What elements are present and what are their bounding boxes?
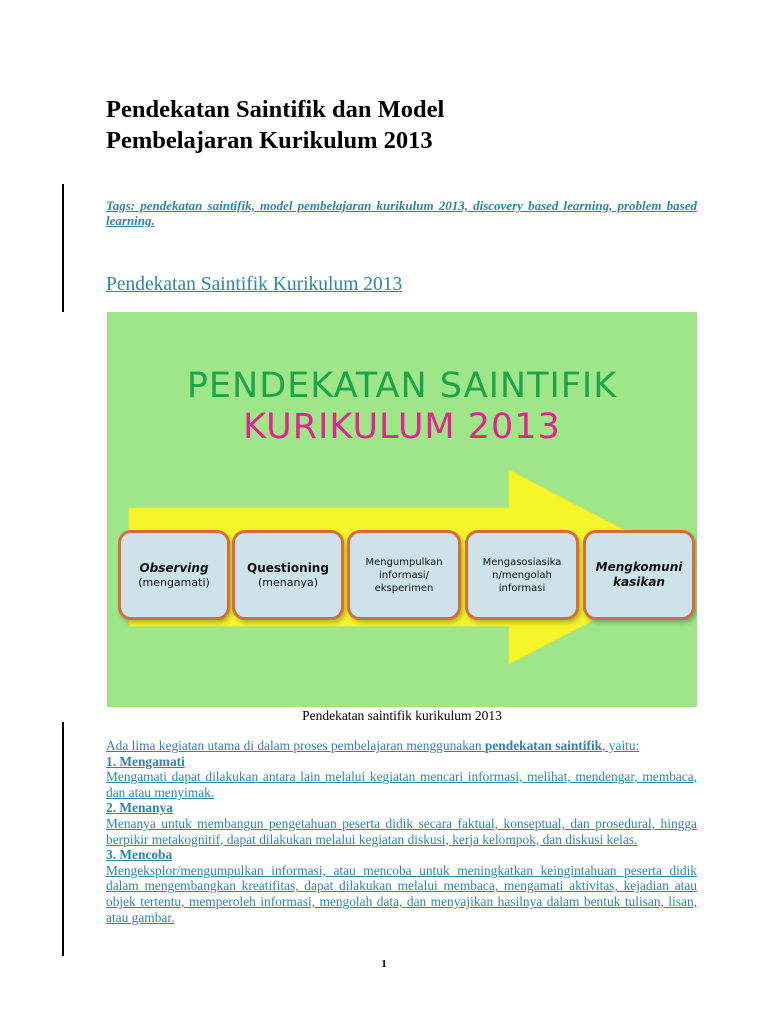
step-label: n/mengolah	[492, 569, 552, 581]
figure-caption: Pendekatan saintifik kurikulum 2013	[302, 708, 502, 723]
step-box-observing	[118, 530, 230, 620]
title-line-2: Pembelajaran Kurikulum 2013	[106, 127, 433, 154]
margin-change-bar-bottom	[62, 722, 64, 956]
tags-link[interactable]: Tags: pendekatan saintifik, model pembelajaran kurikulum 2013, discovery based learning, problem based learning.	[106, 198, 697, 228]
step-box-mengumpulkan-informasi	[347, 530, 461, 620]
item-heading-mencoba[interactable]: 3. Mencoba	[106, 847, 173, 863]
step-label: Mengkomuni	[595, 560, 683, 574]
item-text-mengamati[interactable]: Mengamati dapat dilakukan antara lain melalui kegiatan mencari informasi, melihat, mendengar, membaca, dan atau menyimak.	[106, 769, 697, 800]
step-box-mengkomunikasikan	[583, 530, 695, 620]
step-sublabel: (menanya)	[257, 575, 318, 589]
step-label: Mengasosiasika	[482, 556, 562, 568]
body-text	[106, 738, 697, 925]
section-heading-link[interactable]: Pendekatan Saintifik Kurikulum 2013	[106, 274, 403, 295]
step-box-questioning	[232, 530, 344, 620]
margin-change-bar-top	[62, 184, 64, 312]
step-sublabel: (mengamati)	[138, 575, 210, 589]
intro-text: Ada lima kegiatan utama di dalam proses pembelajaran menggunakan	[106, 738, 485, 753]
step-label: informasi	[498, 582, 546, 594]
step-label: Mengumpulkan	[365, 556, 443, 568]
document-title	[106, 94, 706, 156]
pendekatan-saintifik-figure	[107, 312, 697, 707]
step-label: Questioning	[247, 560, 329, 575]
item-text-menanya[interactable]: Menanya untuk membangun pengetahuan peserta didik secara faktual, konseptual, dan prosedural, hingga berpikir metakognitif, dapat dilakukan melalui kegiatan diskusi, kerja kelompok, dan diskusi kelas.	[106, 815, 697, 847]
intro-text-end: , yaitu:	[602, 738, 640, 753]
step-label: informasi/	[379, 569, 429, 581]
page-number: 1	[381, 958, 387, 970]
figure-title-line-1: PENDEKATAN SAINTIFIK	[186, 366, 618, 406]
step-label: eksperimen	[374, 582, 434, 594]
intro-paragraph[interactable]	[106, 738, 697, 754]
item-text-mencoba[interactable]: Mengeksplor/mengumpulkan informasi, atau mencoba untuk meningkatkan keingintahuan peserta didik dalam mengembangkan kreatifitas, dapat dilakukan melalui membaca, mengamati aktivitas, kejadian atau objek tertentu, memperoleh informasi, mengolah data, dan menyajikan hasilnya dalam bentuk tulisan, lisan, atau gambar.	[106, 862, 697, 925]
step-box-mengasosiasikan	[465, 530, 579, 620]
step-label: kasikan	[613, 575, 665, 589]
figure-title-line-2: KURIKULUM 2013	[243, 407, 561, 447]
item-heading-menanya[interactable]: 2. Menanya	[106, 800, 173, 816]
item-heading-mengamati[interactable]: 1. Mengamati	[106, 753, 185, 769]
title-line-1: Pendekatan Saintifik dan Model	[106, 96, 445, 123]
step-label: Observing	[139, 560, 209, 575]
intro-bold-link[interactable]: pendekatan saintifik	[484, 738, 603, 753]
